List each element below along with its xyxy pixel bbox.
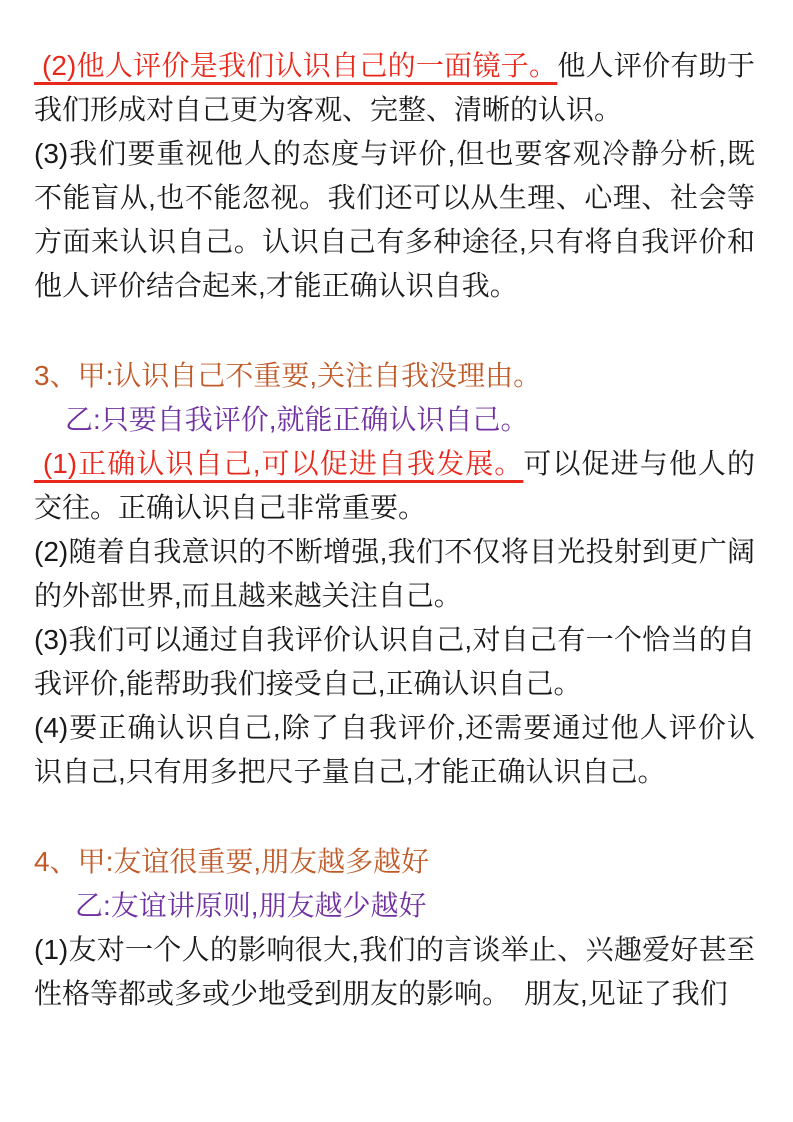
intro-answer-2-key-point: (2)他人评价是我们认识自己的一面镜子。 bbox=[34, 50, 558, 81]
question-3-answer-2: (2)随着自我意识的不断增强,我们不仅将目光投射到更广阔的外部世界,而且越来越关注自己。 bbox=[34, 536, 755, 611]
question-3-answer-4: (4)要正确认识自己,除了自我评价,还需要通过他人评价认识自己,只有用多把尺子量自己,才能正确认识自己。 bbox=[34, 712, 755, 787]
question-3-answer-3: (3)我们可以通过自我评价认识自己,对自己有一个恰当的自我评价,能帮助我们接受自己,正确认识自己。 bbox=[34, 624, 755, 699]
question-3-answer-1-key-point: (1)正确认识自己,可以促进自我发展。 bbox=[34, 448, 524, 479]
intro-answer-2 bbox=[34, 44, 755, 132]
question-4-answer-1: (1)友对一个人的影响很大,我们的言谈举止、兴趣爱好甚至性格等都或多或少地受到朋友的影响。 朋友,见证了我们 bbox=[34, 934, 755, 1009]
question-3-speaker-jia: 3、甲:认识自己不重要,关注自我没理由。 bbox=[34, 360, 542, 391]
intro-answer-2-explanation: 他人评价有助于我们形成对自己更为客观、完整、清晰的认识。 bbox=[34, 50, 755, 125]
intro-answer-3: (3)我们要重视他人的态度与评价,但也要客观冷静分析,既不能盲从,也不能忽视。我们还可以从生理、心理、社会等方面来认识自己。认识自己有多种途径,只有将自我评价和他人评价结合起来,才能正确认识自我。 bbox=[34, 138, 755, 301]
question-4-block bbox=[34, 840, 755, 1016]
question-3-speaker-yi: 乙:只要自我评价,就能正确认识自己。 bbox=[65, 404, 529, 435]
question-4-speaker-jia: 4、甲:友谊很重要,朋友越多越好 bbox=[34, 846, 430, 877]
question-3-answer-1 bbox=[34, 442, 755, 530]
question-3-block bbox=[34, 354, 755, 794]
question-3-answer-1-explanation: 可以促进与他人的交往。正确认识自己非常重要。 bbox=[34, 448, 755, 523]
question-4-speaker-yi: 乙:友谊讲原则,朋友越少越好 bbox=[75, 890, 427, 921]
